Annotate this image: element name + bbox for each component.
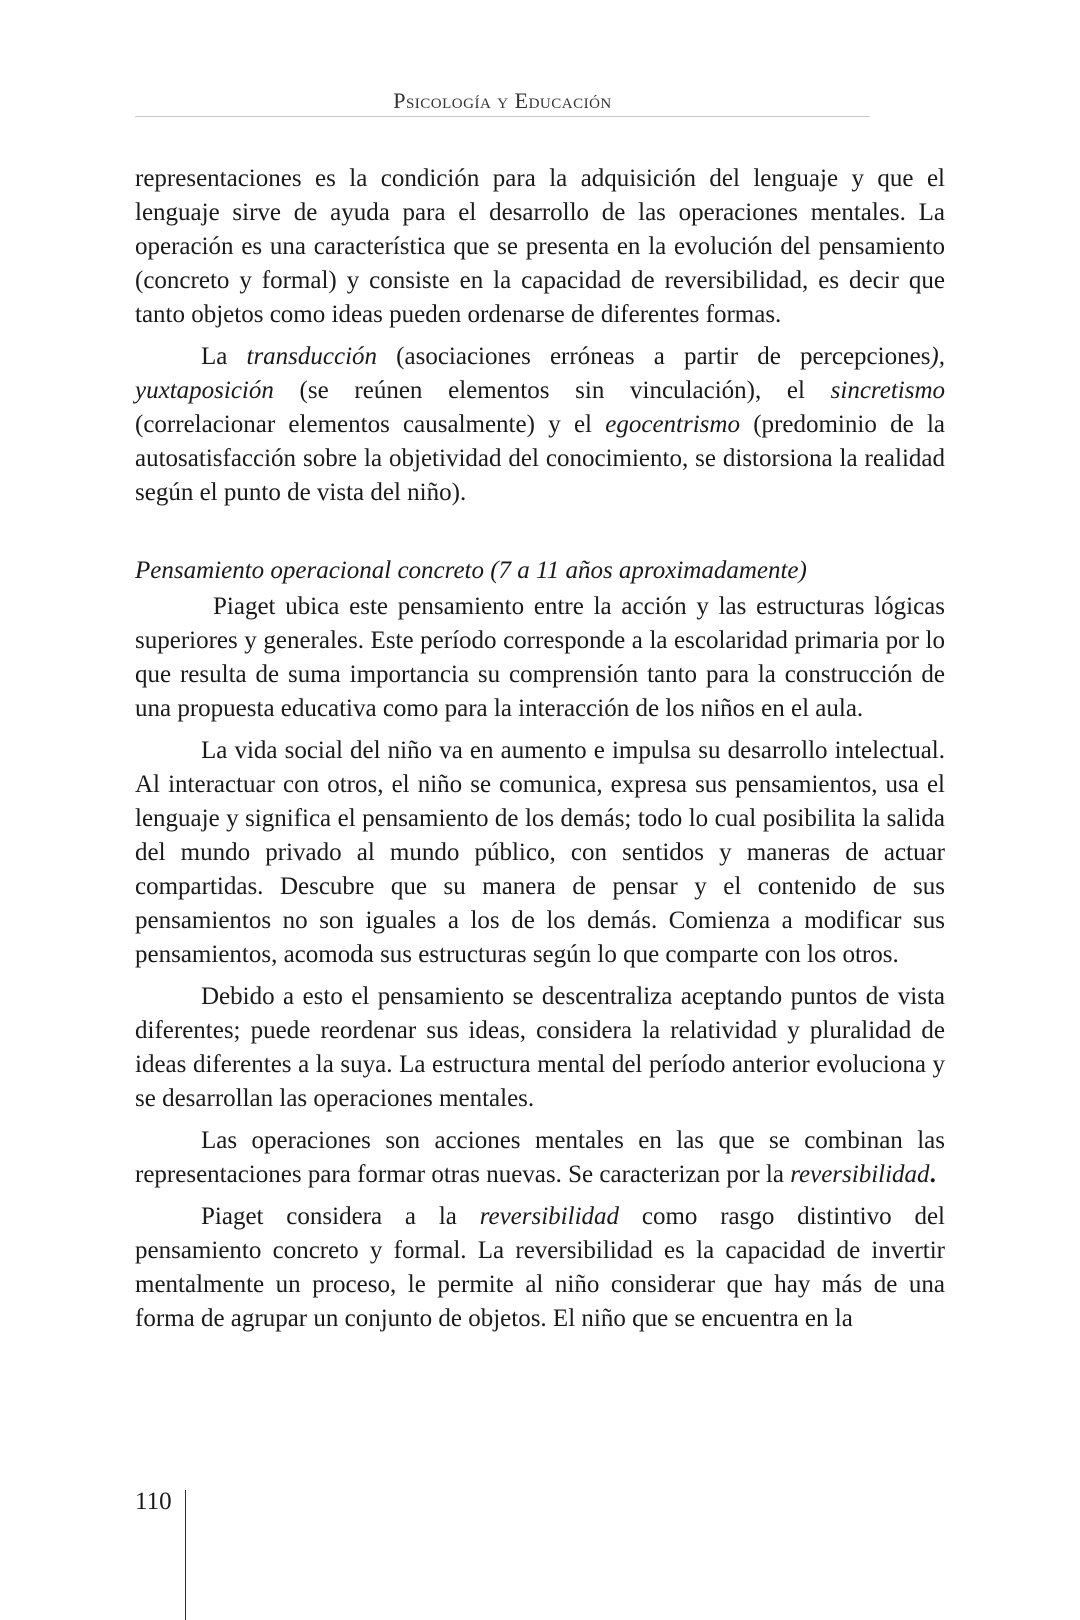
- header-rule: [135, 116, 870, 117]
- paragraph-7-text-2: como rasgo distintivo del pensamiento concreto y formal. La reversibilidad es la capacidad de invertir mentalmente un proceso, le permite al niño considerar que hay más de una forma de agrupar un conjunto de objetos. El niño que se encuentra en la: [135, 1203, 945, 1332]
- page-body: [135, 162, 945, 1344]
- term-yuxtaposicion: yuxtaposición: [135, 377, 274, 404]
- page-number: 110: [135, 1488, 172, 1515]
- term-egocentrismo: egocentrismo: [605, 411, 740, 438]
- term-transduccion: transducción: [246, 343, 378, 370]
- term-sincretismo: sincretismo: [830, 377, 945, 404]
- paragraph-6: [135, 1124, 945, 1192]
- paragraph-2-text-4: (se reúnen elementos sin vinculación), el: [273, 377, 831, 404]
- page-number-rule: [185, 1490, 186, 1620]
- section-heading: Pensamiento operacional concreto (7 a 11 años aproximadamente): [135, 557, 807, 584]
- paragraph-2-text-1: La: [201, 343, 247, 370]
- paragraph-2-text-5: (correlacionar elementos causalmente) y el: [135, 411, 606, 438]
- paragraph-1: representaciones es la condición para la adquisición del lenguaje y que el lenguaje sirve de ayuda para el desarrollo de las operaciones mentales. La operación es una característica que se presenta en la evolución del pensamiento (concreto y formal) y consiste en la capacidad de reversibilidad, es decir que tanto objetos como ideas pueden ordenarse de diferentes formas.: [135, 165, 945, 328]
- paragraph-7: [135, 1200, 945, 1336]
- term-reversibilidad-2: reversibilidad: [479, 1203, 620, 1230]
- paragraph-2-text-2: (asociaciones erróneas a partir de percepciones: [377, 343, 931, 370]
- paragraph-6-text-2: .: [929, 1161, 936, 1188]
- paragraph-5: Debido a esto el pensamiento se descentraliza aceptando puntos de vista diferentes; puede reordenar sus ideas, considera la relatividad y pluralidad de ideas diferentes a la suya. La estructura mental del período anterior evoluciona y se desarrollan las operaciones mentales.: [135, 983, 945, 1112]
- paragraph-2: [135, 340, 945, 510]
- paragraph-3: Piaget ubica este pensamiento entre la acción y las estructuras lógicas superiores y generales. Este período corresponde a la escolaridad primaria por lo que resulta de suma importancia su comprensión tanto para la construcción de una propuesta educativa como para la interacción de los niños en el aula.: [135, 593, 945, 722]
- term-reversibilidad: reversibilidad: [790, 1161, 930, 1188]
- running-header-title: Psicología y Educación: [393, 88, 612, 113]
- paragraph-2-text-6: (predominio de la autosatisfacción sobre la objetividad del conocimiento, se distorsiona la realidad según el punto de vista del niño).: [135, 411, 945, 506]
- paragraph-6-text-1: Las operaciones son acciones mentales en las que se combinan las representaciones para formar otras nuevas. Se caracterizan por la: [135, 1127, 945, 1188]
- paragraph-2-italic-punct: ),: [930, 343, 945, 370]
- paragraph-7-text-1: Piaget considera a la: [201, 1203, 480, 1230]
- paragraph-4: La vida social del niño va en aumento e impulsa su desarrollo intelectual. Al interactuar con otros, el niño se comunica, expresa sus pensamientos, usa el lenguaje y significa el pensamiento de los demás; todo lo cual posibilita la salida del mundo privado al mundo público, con sentidos y maneras de actuar compartidas. Descubre que su manera de pensar y el contenido de sus pensamientos no son iguales a los de los demás. Comienza a modificar sus pensamientos, acomoda sus estructuras según lo que comparte con los otros.: [135, 737, 945, 968]
